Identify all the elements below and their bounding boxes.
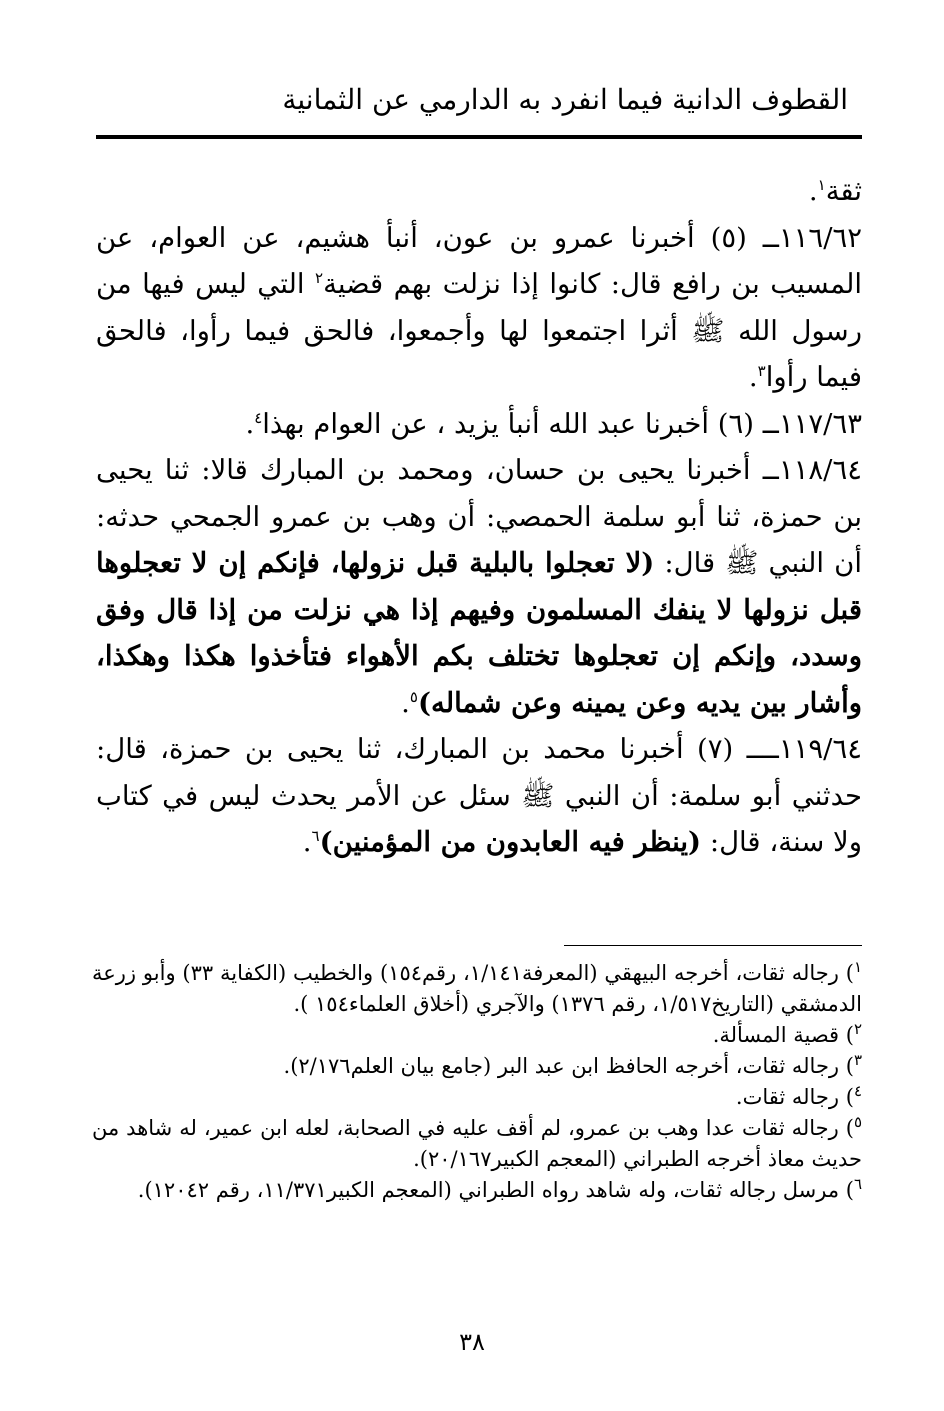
- hadith-number: ١١٦/٦٢ــ (٥): [710, 221, 863, 254]
- running-header: القطوف الدانية فيما انفرد به الدارمي عن الثمانية: [282, 83, 848, 116]
- footnote-mark: ٢: [853, 1020, 862, 1038]
- footnote-mark: ٦: [853, 1175, 862, 1193]
- footnotes: [92, 958, 862, 1206]
- hadith-119: [96, 726, 862, 866]
- hadith-matn: (لا تعجلوا بالبلية قبل نزولها، فإنكم إن لا تعجلوها قبل نزولها لا ينفك المسلمون وفيهم إذا هي نزلت من إذا قال وفق وسدد، وإنكم إن تعجلوها تختلف بكم الأهواء فتأخذوا هكذا وهكذا، وأشار بين يديه وعن يمينه وعن شماله): [96, 547, 862, 719]
- hadith-text: التي ليس فيها من رسول الله ﷺ أثرا اجتمعوا لها وأجمعوا، فالحق فيما رأوا، فالحق فيما رأوا: [96, 268, 862, 393]
- footnote-text: ) مرسل رجاله ثقات، وله شاهد رواه الطبراني (المعجم الكبير١١/٣٧١، رقم ١٢٠٤٢).: [137, 1178, 854, 1202]
- hadith-text: أخبرنا محمد بن المبارك، ثنا يحيى بن حمزة، قال: حدثني أبو سلمة: أن النبي ﷺ سئل عن الأمر يحدث ليس في كتاب ولا سنة، قال:: [96, 733, 862, 858]
- footnote-4: [92, 1082, 862, 1113]
- footnote-ref[interactable]: ٤: [254, 408, 263, 427]
- end-mark: .: [401, 686, 410, 719]
- hadith-118: [96, 447, 862, 726]
- footnote-ref[interactable]: ٢: [315, 268, 324, 287]
- footnote-ref[interactable]: ٦: [311, 826, 320, 845]
- paragraph-text: ثقة: [825, 175, 862, 207]
- footnote-mark: ١: [853, 958, 862, 976]
- hadith-number: ١١٧/٦٣ــ (٦): [717, 407, 862, 440]
- hadith-text: أخبرنا عبد الله أنبأ يزيد ، عن العوام بهذا: [262, 407, 710, 440]
- end-mark: .: [245, 407, 255, 440]
- footnote-6: [92, 1175, 862, 1206]
- footnote-text: ) قصية المسألة.: [712, 1023, 854, 1047]
- end-mark: .: [748, 361, 758, 393]
- footnote-ref[interactable]: ١: [817, 175, 826, 194]
- hadith-matn: (ينظر فيه العابدون من المؤمنين): [319, 826, 702, 858]
- footnote-text: ) رجاله ثقات.: [735, 1085, 854, 1109]
- hadith-116: [96, 215, 862, 401]
- footnote-mark: ٥: [853, 1113, 862, 1131]
- page-number: ٣٨: [459, 1328, 485, 1356]
- end-mark: .: [302, 826, 312, 858]
- footnote-text: ) رجاله ثقات عدا وهب بن عمرو، لم أقف عليه في الصحابة، لعله ابن عمير، له شاهد من حديث معاذ أخرجه الطبراني (المعجم الكبير٢٠/١٦٧).: [92, 1116, 862, 1171]
- footnote-mark: ٤: [853, 1082, 862, 1100]
- main-text: [96, 168, 862, 866]
- footnote-ref[interactable]: ٥: [409, 687, 418, 706]
- footnote-ref[interactable]: ٣: [757, 361, 766, 380]
- footnote-text: ) رجاله ثقات، أخرجه الحافظ ابن عبد البر (جامع بيان العلم٢/١٧٦).: [283, 1054, 854, 1078]
- footnote-2: [92, 1020, 862, 1051]
- footnote-1: [92, 958, 862, 1020]
- end-mark: .: [808, 175, 818, 207]
- footnote-mark: ٣: [853, 1051, 862, 1069]
- hadith-number: ١١٨/٦٤ــ: [762, 454, 862, 486]
- footnote-text: ) رجاله ثقات، أخرجه البيهقي (المعرفة١/١٤١، رقم١٥٤) والخطيب (الكفاية ٣٣) وأبو زرعة الدمشقي (التاريخ١/٥١٧، رقم ١٣٧٦) والآجري (أخلاق العلماء١٥٤ ).: [92, 961, 862, 1016]
- footnote-3: [92, 1051, 862, 1082]
- hadith-text: أخبرنا يحيى بن حسان، ومحمد بن المبارك قالا: ثنا يحيى بن حمزة، ثنا أبو سلمة الحمصي: أن وهب بن عمرو الجمحي حدثه: أن النبي ﷺ قال:: [96, 454, 862, 579]
- footnote-5: [92, 1113, 862, 1175]
- hadith-117: [96, 401, 862, 448]
- paragraph-0: [96, 168, 862, 215]
- footnote-rule: [564, 945, 862, 946]
- hadith-text: أخبرنا عمرو بن عون، أنبأ هشيم، عن العوام، عن المسيب بن رافع قال: كانوا إذا نزلت بهم قضية: [96, 221, 862, 300]
- hadith-number: ١١٩/٦٤ــــ (٧): [697, 733, 862, 765]
- header-rule: [96, 135, 862, 139]
